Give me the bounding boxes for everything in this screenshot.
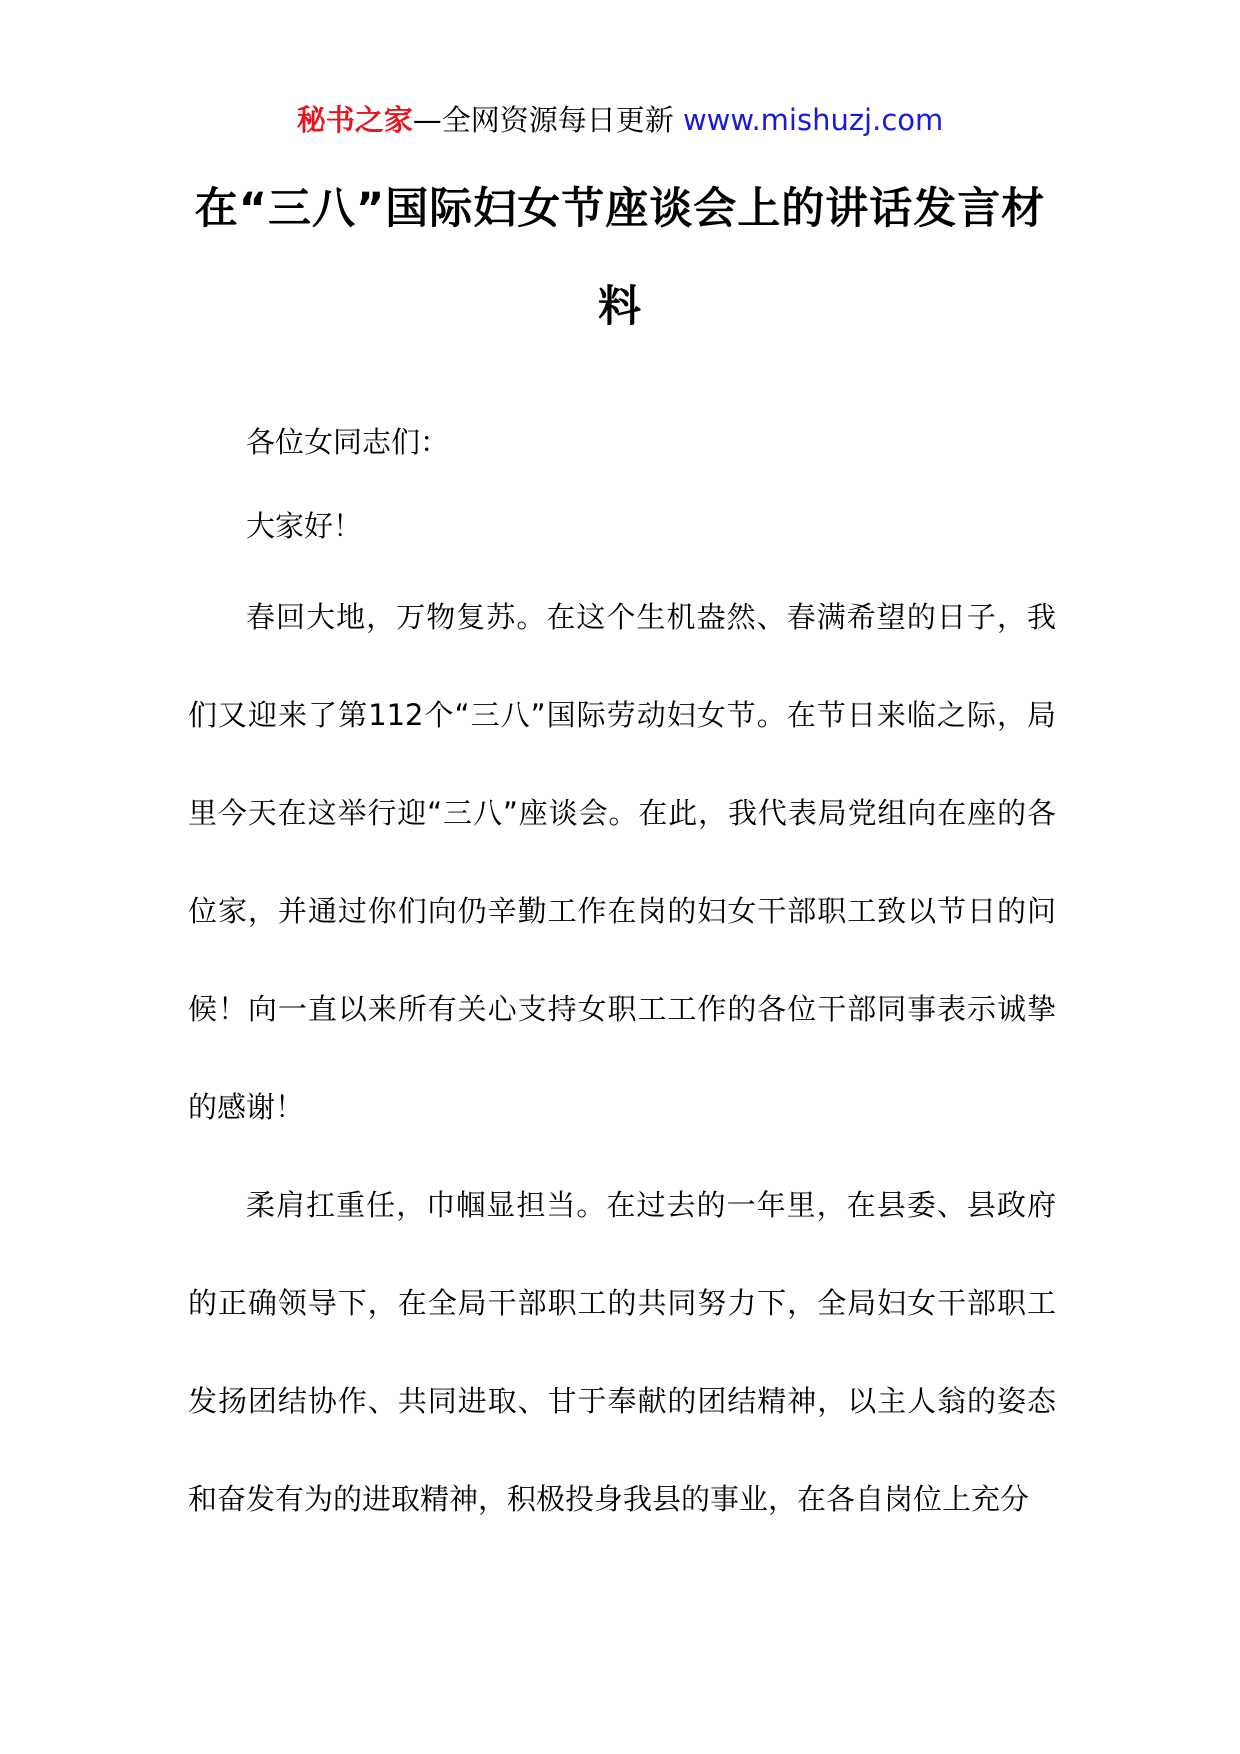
document-body: [188, 400, 1056, 1548]
greeting-paragraph: 大家好！: [246, 509, 363, 543]
body-paragraph-2: 柔肩扛重任，巾帼显担当。在过去的一年里，在县委、县政府的正确领导下，在全局干部职工的共同努力下，全局妇女干部职工发扬团结协作、共同进取、甘于奉献的团结精神，以主人翁的姿态和奋发有为的进取精神，积极投身我县的事业，在各自岗位上充分: [188, 1188, 1056, 1516]
site-url-link[interactable]: www.mishuzj.com: [682, 103, 944, 137]
body-paragraph-1: 春回大地，万物复苏。在这个生机盎然、春满希望的日子，我们又迎来了第112个“三八”国际劳动妇女节。在节日来临之际，局里今天在这举行迎“三八”座谈会。在此，我代表局党组向在座的各位家，并通过你们向仍辛勤工作在岗的妇女干部职工致以节日的问候！向一直以来所有关心支持女职工工作的各位干部同事表示诚挚的感谢！: [188, 600, 1056, 1124]
document-title: 在“三八”国际妇女节座谈会上的讲话发言材料: [194, 184, 1046, 332]
site-brand-name: 秘书之家: [296, 103, 413, 137]
salutation-paragraph: 各位女同志们：: [246, 425, 450, 459]
site-banner: [0, 100, 1240, 140]
site-tagline: —全网资源每日更新: [412, 103, 674, 137]
